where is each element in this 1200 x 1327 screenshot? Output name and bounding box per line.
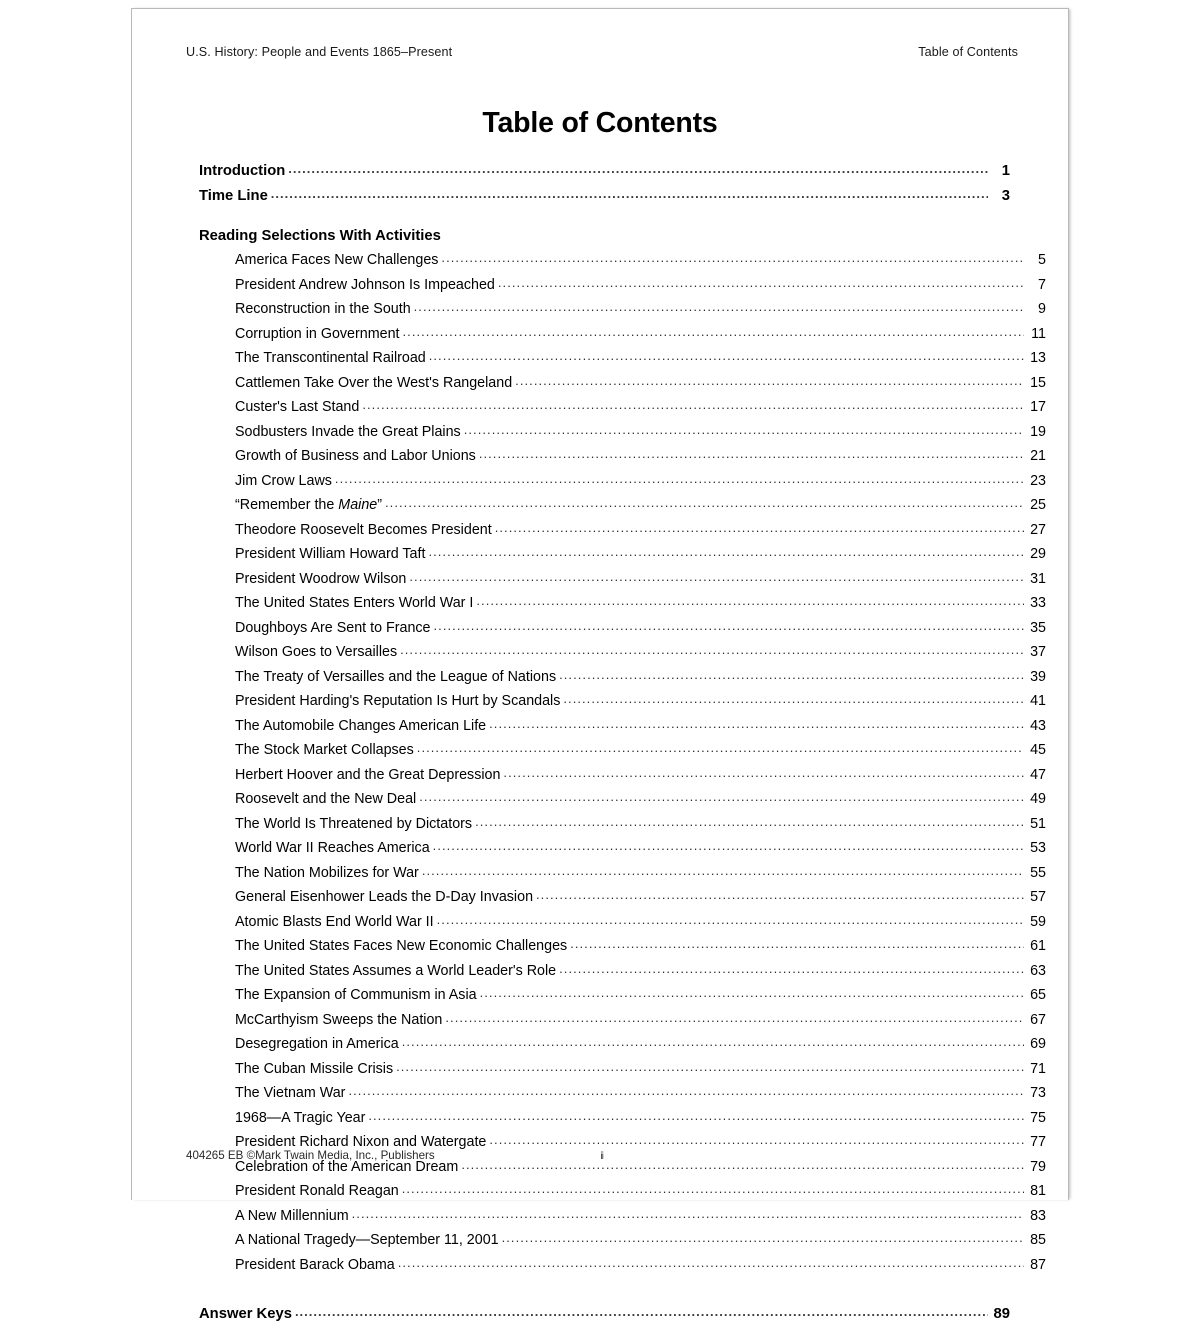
toc-entry[interactable] bbox=[235, 910, 1046, 935]
toc-entry-label: President Ronald Reagan bbox=[235, 1183, 399, 1199]
toc-entry[interactable] bbox=[235, 371, 1046, 396]
toc-entry[interactable] bbox=[235, 983, 1046, 1008]
toc-leader-dots bbox=[495, 516, 1024, 540]
toc-entry-page-number: 71 bbox=[1030, 1060, 1046, 1077]
toc-entry[interactable] bbox=[235, 640, 1046, 665]
toc-entry-label: President William Howard Taft bbox=[235, 546, 426, 562]
toc-leader-dots bbox=[441, 246, 1024, 270]
footer-page-number: ii bbox=[600, 1150, 604, 1162]
toc-leader-dots bbox=[385, 491, 1024, 515]
toc-leader-dots bbox=[409, 565, 1024, 589]
toc-entry-page-number: 51 bbox=[1030, 815, 1046, 832]
toc-leader-dots bbox=[422, 859, 1024, 883]
back-matter-list bbox=[199, 1302, 1010, 1327]
document-page bbox=[131, 8, 1069, 1322]
page-title: Table of Contents bbox=[482, 107, 718, 139]
toc-entry-page-number: 81 bbox=[1030, 1183, 1046, 1199]
toc-entry-label: 1968—A Tragic Year bbox=[235, 1109, 366, 1126]
toc-entry-label: Cattlemen Take Over the West's Rangeland bbox=[235, 374, 513, 391]
toc-entry-label: President Barack Obama bbox=[235, 1256, 395, 1273]
toc-entry-page-number: 85 bbox=[1030, 1232, 1046, 1248]
toc-entry-label: “Remember the Maine” bbox=[235, 497, 383, 513]
toc-entry-label: Doughboys Are Sent to France bbox=[235, 619, 431, 636]
toc-entry-page-number: 87 bbox=[1030, 1256, 1046, 1273]
toc-entry-label: General Eisenhower Leads the D-Day Invasion bbox=[235, 889, 534, 905]
toc-entry-label: The United States Assumes a World Leader's Role bbox=[235, 962, 557, 979]
toc-entry-page-number: 13 bbox=[1030, 350, 1046, 366]
toc-entry[interactable] bbox=[235, 591, 1046, 616]
toc-entry-page-number: 59 bbox=[1030, 913, 1046, 930]
toc-entry[interactable] bbox=[235, 1057, 1046, 1082]
spacer bbox=[199, 208, 1010, 224]
toc-leader-dots bbox=[362, 393, 1024, 417]
toc-entry-page-number: 89 bbox=[993, 1306, 1010, 1322]
toc-entry-label: World War II Reaches America bbox=[235, 840, 430, 856]
toc-entry[interactable] bbox=[235, 1228, 1046, 1253]
toc-entry-page-number: 29 bbox=[1030, 546, 1046, 562]
toc-leader-dots bbox=[433, 834, 1024, 858]
toc-entry[interactable] bbox=[235, 518, 1046, 543]
toc-entry[interactable] bbox=[235, 934, 1046, 959]
toc-entry-page-number: 35 bbox=[1030, 619, 1046, 636]
toc-entry-label: President Richard Nixon and Watergate bbox=[235, 1134, 487, 1150]
toc-leader-dots bbox=[402, 1177, 1024, 1201]
toc-entry[interactable] bbox=[235, 812, 1046, 837]
front-matter-list bbox=[199, 159, 1010, 208]
section-heading-reading-selections: Reading Selections With Activities bbox=[199, 228, 441, 244]
spacer bbox=[199, 1277, 1010, 1302]
toc-leader-dots bbox=[429, 344, 1024, 368]
toc-entry-page-number: 73 bbox=[1030, 1085, 1046, 1101]
toc-entry[interactable] bbox=[235, 787, 1046, 812]
toc-entry[interactable] bbox=[235, 542, 1046, 567]
toc-entry-page-number: 39 bbox=[1030, 668, 1046, 685]
toc-entry-label: President Woodrow Wilson bbox=[235, 570, 407, 587]
toc-entry-page-number: 69 bbox=[1030, 1036, 1046, 1052]
toc-leader-dots bbox=[434, 614, 1024, 638]
toc-leader-dots bbox=[437, 908, 1024, 932]
toc-leader-dots bbox=[559, 957, 1024, 981]
toc-leader-dots bbox=[348, 1079, 1024, 1103]
toc-entry-page-number: 19 bbox=[1030, 423, 1046, 440]
toc-entry-page-number: 47 bbox=[1030, 766, 1046, 783]
toc-entry-label: The Vietnam War bbox=[235, 1085, 346, 1101]
toc-leader-dots bbox=[489, 1128, 1024, 1152]
toc-entry-label: The World Is Threatened by Dictators bbox=[235, 815, 473, 832]
toc-entry-page-number: 61 bbox=[1030, 938, 1046, 954]
toc-entry[interactable] bbox=[235, 1032, 1046, 1057]
toc-entry-label: Growth of Business and Labor Unions bbox=[235, 448, 476, 464]
italicized-title: Maine bbox=[338, 497, 378, 513]
toc-entry[interactable] bbox=[235, 616, 1046, 641]
toc-leader-dots bbox=[295, 1300, 988, 1325]
toc-entry[interactable] bbox=[235, 420, 1046, 445]
toc-entry[interactable] bbox=[235, 444, 1046, 469]
toc-entry-page-number: 5 bbox=[1038, 252, 1046, 268]
toc-leader-dots bbox=[445, 1006, 1024, 1030]
toc-leader-dots bbox=[335, 467, 1024, 491]
toc-entry-page-number: 49 bbox=[1030, 791, 1046, 807]
toc-entry-label: President Andrew Johnson Is Impeached bbox=[235, 276, 495, 293]
toc-entry-label: The Treaty of Versailles and the League of Nations bbox=[235, 668, 557, 685]
toc-entry-page-number: 43 bbox=[1030, 717, 1046, 734]
running-head-section: Table of Contents bbox=[918, 45, 1018, 59]
toc-leader-dots bbox=[570, 932, 1024, 956]
toc-entry-label: President Harding's Reputation Is Hurt by Scandals bbox=[235, 693, 561, 709]
toc-leader-dots bbox=[352, 1202, 1024, 1226]
toc-leader-dots bbox=[419, 785, 1024, 809]
toc-leader-dots bbox=[428, 540, 1024, 564]
toc-entry-page-number: 11 bbox=[1031, 325, 1046, 342]
toc-entry[interactable] bbox=[235, 714, 1046, 739]
toc-leader-dots bbox=[414, 295, 1024, 319]
toc-leader-dots bbox=[368, 1104, 1024, 1128]
toc-leader-dots bbox=[396, 1055, 1024, 1079]
toc-leader-dots bbox=[400, 638, 1024, 662]
toc-leader-dots bbox=[288, 157, 988, 182]
toc-entry-label: Celebration of the American Dream bbox=[235, 1158, 459, 1175]
toc-entry-label: America Faces New Challenges bbox=[235, 252, 439, 268]
toc-entry[interactable] bbox=[235, 836, 1046, 861]
toc-leader-dots bbox=[479, 442, 1024, 466]
toc-entry-page-number: 65 bbox=[1030, 987, 1046, 1003]
toc-entry[interactable] bbox=[235, 346, 1046, 371]
toc-entry-label: Desegregation in America bbox=[235, 1036, 399, 1052]
toc-entry-page-number: 45 bbox=[1030, 742, 1046, 758]
toc-leader-dots bbox=[515, 369, 1024, 393]
toc-leader-dots bbox=[563, 687, 1024, 711]
toc-entry-label: Wilson Goes to Versailles bbox=[235, 644, 398, 660]
toc-entry-label: Answer Keys bbox=[199, 1306, 292, 1322]
running-head-book-title: U.S. History: People and Events 1865–Present bbox=[186, 45, 453, 59]
toc-leader-dots bbox=[476, 589, 1024, 613]
toc-entry[interactable] bbox=[235, 689, 1046, 714]
toc-entry-label: Reconstruction in the South bbox=[235, 301, 411, 317]
toc-entry-label: Theodore Roosevelt Becomes President bbox=[235, 521, 492, 538]
toc-leader-dots bbox=[536, 883, 1024, 907]
toc-entry[interactable] bbox=[235, 861, 1046, 886]
toc-entry-page-number: 55 bbox=[1030, 864, 1046, 881]
toc-entry-page-number: 25 bbox=[1030, 497, 1046, 513]
footer-copyright: 404265 EB ©Mark Twain Media, Inc., Publishers bbox=[186, 1149, 435, 1162]
toc-leader-dots bbox=[480, 981, 1024, 1005]
toc-entry[interactable] bbox=[235, 959, 1046, 984]
toc-leader-dots bbox=[503, 761, 1024, 785]
toc-entry[interactable] bbox=[199, 1302, 1010, 1327]
toc-entry-label: The Automobile Changes American Life bbox=[235, 717, 487, 734]
toc-entry-page-number: 21 bbox=[1030, 448, 1046, 464]
toc-entry-label: Herbert Hoover and the Great Depression bbox=[235, 766, 501, 783]
toc-entry[interactable] bbox=[235, 1106, 1046, 1131]
toc-entry[interactable] bbox=[235, 469, 1046, 494]
toc-entry[interactable] bbox=[235, 395, 1046, 420]
toc-entry-page-number: 57 bbox=[1030, 889, 1046, 905]
toc-leader-dots bbox=[417, 736, 1024, 760]
toc-entry-page-number: 17 bbox=[1030, 399, 1046, 415]
toc-entry-label: A New Millennium bbox=[235, 1207, 349, 1224]
toc-entry-page-number: 37 bbox=[1030, 644, 1046, 660]
toc-leader-dots bbox=[464, 418, 1024, 442]
toc-entry[interactable] bbox=[199, 159, 1010, 184]
toc-entry-page-number: 7 bbox=[1038, 276, 1046, 293]
toc-entry-page-number: 83 bbox=[1030, 1207, 1046, 1224]
toc-entry-page-number: 53 bbox=[1030, 840, 1046, 856]
toc-entry[interactable] bbox=[235, 1008, 1046, 1033]
toc-leader-dots bbox=[403, 320, 1025, 344]
toc-entry[interactable] bbox=[235, 763, 1046, 788]
toc-leader-dots bbox=[559, 663, 1024, 687]
toc-entry-page-number: 1 bbox=[1001, 163, 1010, 179]
toc-entry-page-number: 27 bbox=[1030, 521, 1046, 538]
toc-entry-label: The Expansion of Communism in Asia bbox=[235, 987, 477, 1003]
toc-entry-label: McCarthyism Sweeps the Nation bbox=[235, 1011, 443, 1028]
toc-entry[interactable] bbox=[235, 1253, 1046, 1278]
toc-entry[interactable] bbox=[199, 184, 1010, 209]
toc-entry[interactable] bbox=[235, 567, 1046, 592]
toc-leader-dots bbox=[489, 712, 1024, 736]
toc-entry[interactable] bbox=[235, 493, 1046, 518]
toc-entry[interactable] bbox=[235, 273, 1046, 298]
toc-entry-label: A National Tragedy—September 11, 2001 bbox=[235, 1232, 499, 1248]
toc-leader-dots bbox=[502, 1226, 1024, 1250]
toc-leader-dots bbox=[271, 182, 988, 207]
toc-leader-dots bbox=[402, 1030, 1024, 1054]
toc-entry-page-number: 41 bbox=[1030, 693, 1046, 709]
toc-entry[interactable] bbox=[235, 1081, 1046, 1106]
toc-entry[interactable] bbox=[235, 738, 1046, 763]
toc-entry-label: Sodbusters Invade the Great Plains bbox=[235, 423, 461, 440]
toc-entry-label: The Stock Market Collapses bbox=[235, 742, 414, 758]
toc-entry-page-number: 79 bbox=[1030, 1158, 1046, 1175]
toc-entry-page-number: 3 bbox=[1001, 187, 1010, 204]
toc-entry-page-number: 31 bbox=[1030, 570, 1046, 587]
toc-entry[interactable] bbox=[235, 322, 1046, 347]
toc-entry-page-number: 15 bbox=[1030, 374, 1046, 391]
toc-entry-label: Introduction bbox=[199, 163, 286, 179]
toc-entry-label: Corruption in Government bbox=[235, 325, 400, 342]
toc-entry-label: The United States Enters World War I bbox=[235, 595, 474, 611]
running-head bbox=[186, 45, 1018, 59]
toc-entry-label: The Transcontinental Railroad bbox=[235, 350, 426, 366]
toc-entry-label: Time Line bbox=[199, 187, 268, 204]
toc-entry[interactable] bbox=[235, 248, 1046, 273]
toc-entry-page-number: 23 bbox=[1030, 472, 1046, 489]
toc-entry-label: Jim Crow Laws bbox=[235, 472, 332, 489]
toc-entry-label: Atomic Blasts End World War II bbox=[235, 913, 434, 930]
toc-entry-page-number: 9 bbox=[1038, 301, 1046, 317]
toc-entry-label: Custer's Last Stand bbox=[235, 399, 360, 415]
toc-entry-page-number: 67 bbox=[1030, 1011, 1046, 1028]
toc-entry-page-number: 33 bbox=[1030, 595, 1046, 611]
toc-entry[interactable] bbox=[235, 1204, 1046, 1229]
reading-selections-list bbox=[199, 248, 1046, 1277]
toc-entry[interactable] bbox=[235, 885, 1046, 910]
toc-leader-dots bbox=[475, 810, 1024, 834]
toc-entry-label: Roosevelt and the New Deal bbox=[235, 791, 417, 807]
toc-entry-label: The Nation Mobilizes for War bbox=[235, 864, 419, 881]
toc-entry-page-number: 63 bbox=[1030, 962, 1046, 979]
toc-entry[interactable] bbox=[235, 297, 1046, 322]
toc-entry-page-number: 77 bbox=[1030, 1134, 1046, 1150]
toc-entry-label: The Cuban Missile Crisis bbox=[235, 1060, 394, 1077]
toc-entry-page-number: 75 bbox=[1030, 1109, 1046, 1126]
toc-leader-dots bbox=[498, 271, 1024, 295]
toc-entry-label: The United States Faces New Economic Challenges bbox=[235, 938, 568, 954]
toc-leader-dots bbox=[398, 1251, 1024, 1275]
toc-entry[interactable] bbox=[235, 665, 1046, 690]
